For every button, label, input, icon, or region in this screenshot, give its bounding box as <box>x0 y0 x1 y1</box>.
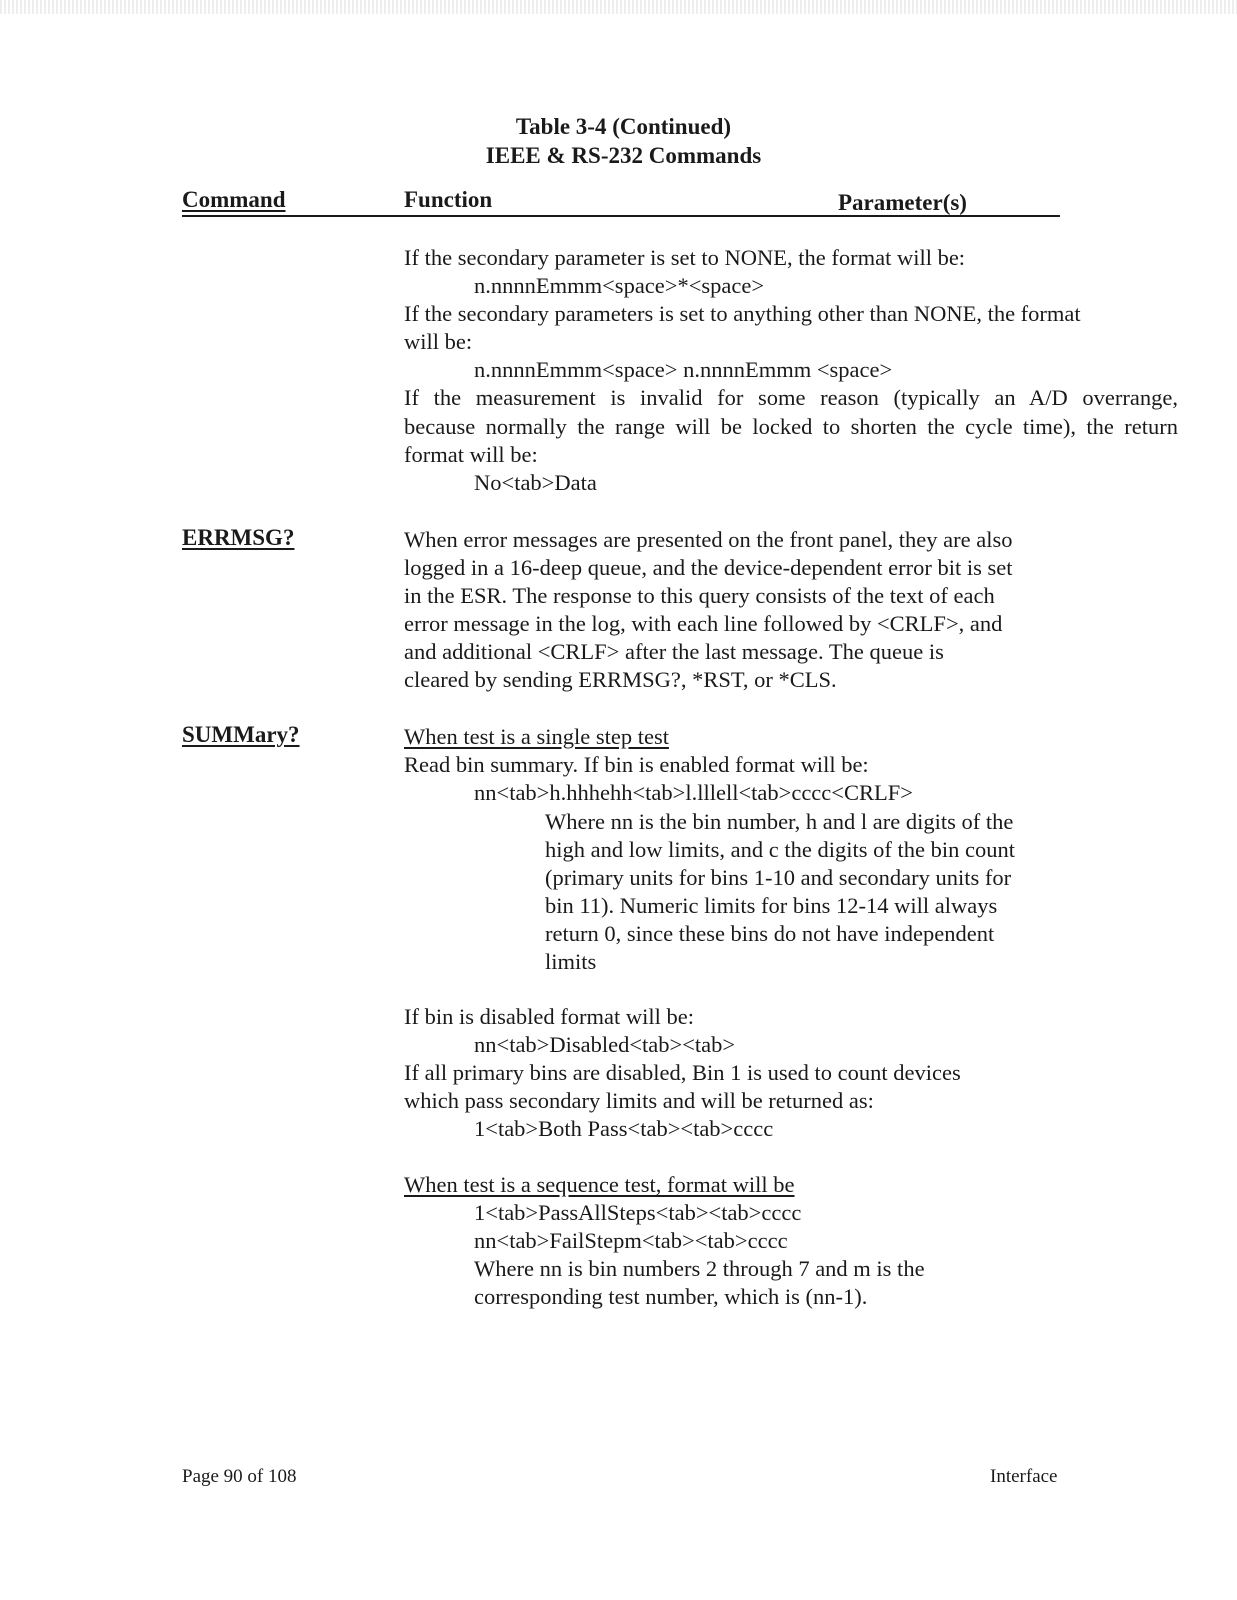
summary-sequence-where-line2: corresponding test number, which is (nn-1). <box>474 1284 868 1309</box>
summary-single-step-heading: When test is a single step test <box>404 724 669 749</box>
summary-where-line1: Where nn is the bin number, h and l are digits of the <box>545 809 1014 834</box>
errmsg-line5: and additional <CRLF> after the last message. The queue is <box>404 639 944 664</box>
errmsg-line4: error message in the log, with each line followed by <CRLF>, and <box>404 611 1003 636</box>
block1-line4: will be: <box>404 329 473 354</box>
scan-edge <box>0 0 1237 14</box>
summary-where-line2: high and low limits, and c the digits of the bin count <box>545 837 1015 862</box>
summary-disabled-line4: which pass secondary limits and will be returned as: <box>404 1088 874 1113</box>
column-header-function: Function <box>404 187 493 212</box>
command-summary: SUMMary? <box>182 722 300 747</box>
summary-where-line6: limits <box>545 949 597 974</box>
block1-line1: If the secondary parameter is set to NONE, the format will be: <box>404 245 966 270</box>
block1-format-none: n.nnnnEmmm<space>*<space> <box>474 273 765 298</box>
summary-disabled-format: nn<tab>Disabled<tab><tab> <box>474 1032 736 1057</box>
summary-sequence-fail-format: nn<tab>FailStepm<tab><tab>cccc <box>474 1228 788 1253</box>
footer-page-number: Page 90 of 108 <box>182 1466 297 1487</box>
block1-format-nodata: No<tab>Data <box>474 470 597 495</box>
summary-disabled-line1: If bin is disabled format will be: <box>404 1004 694 1029</box>
errmsg-line2: logged in a 16-deep queue, and the device-dependent error bit is set <box>404 555 1013 580</box>
summary-enabled-format: nn<tab>h.hhhehh<tab>l.lllell<tab>cccc<CRLF> <box>474 780 913 805</box>
summary-where-line5: return 0, since these bins do not have independent <box>545 921 995 946</box>
errmsg-line6: cleared by sending ERRMSG?, *RST, or *CLS. <box>404 667 837 692</box>
column-header-parameters: Parameter(s) <box>838 190 967 215</box>
table-title-line1: Table 3-4 (Continued) <box>515 114 732 139</box>
block1-line7: because normally the range will be locked to shorten the cycle time), the return <box>404 414 1178 439</box>
header-rule <box>182 215 1060 217</box>
summary-disabled-line3: If all primary bins are disabled, Bin 1 is used to count devices <box>404 1060 961 1085</box>
errmsg-line1: When error messages are presented on the front panel, they are also <box>404 527 1013 552</box>
block1-format-secondary: n.nnnnEmmm<space> n.nnnnEmmm <space> <box>474 357 893 382</box>
table-title <box>0 112 1237 170</box>
command-errmsg: ERRMSG? <box>182 525 295 550</box>
column-header-command: Command <box>182 187 286 212</box>
block1-line3: If the secondary parameters is set to anything other than NONE, the format <box>404 301 1081 326</box>
footer-section: Interface <box>990 1466 1058 1487</box>
summary-sequence-heading: When test is a sequence test, format will be <box>404 1172 795 1197</box>
table-title-line2: IEEE & RS-232 Commands <box>485 143 762 168</box>
block1-line6: If the measurement is invalid for some reason (typically an A/D overrange, <box>404 385 1178 410</box>
summary-sequence-where-line1: Where nn is bin numbers 2 through 7 and m is the <box>474 1256 925 1281</box>
errmsg-line3: in the ESR. The response to this query consists of the text of each <box>404 583 995 608</box>
block1-line8: format will be: <box>404 442 538 467</box>
summary-sequence-pass-format: 1<tab>PassAllSteps<tab><tab>cccc <box>474 1200 802 1225</box>
summary-where-line4: bin 11). Numeric limits for bins 12-14 will always <box>545 893 998 918</box>
summary-both-pass-format: 1<tab>Both Pass<tab><tab>cccc <box>474 1116 774 1141</box>
summary-where-line3: (primary units for bins 1-10 and secondary units for <box>545 865 1012 890</box>
summary-line1: Read bin summary. If bin is enabled format will be: <box>404 752 869 777</box>
